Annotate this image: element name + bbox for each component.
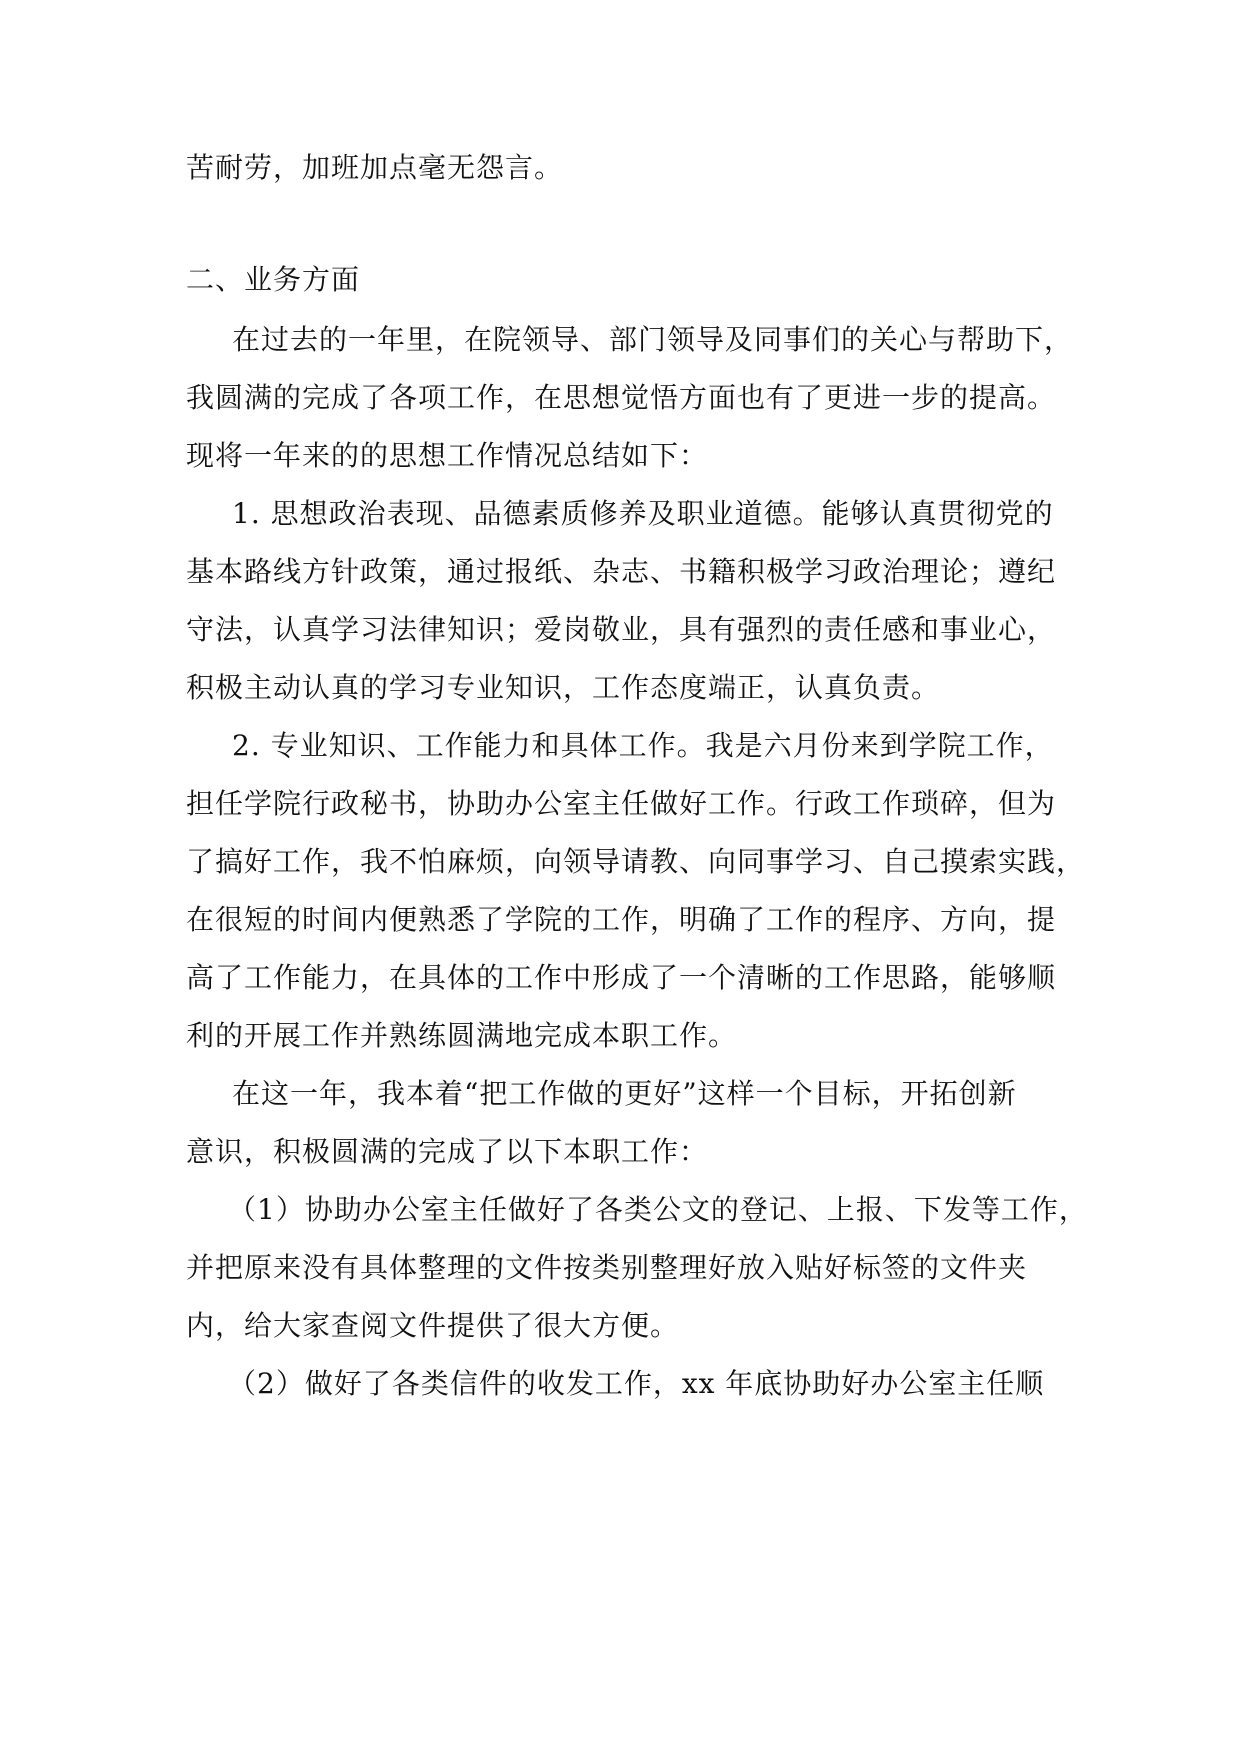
- text-line: 内，给大家查阅文件提供了很大方便。: [186, 1309, 680, 1342]
- text-line: 担任学院行政秘书，协助办公室主任做好工作。行政工作琐碎，但为: [186, 787, 1057, 820]
- list-item: 1. 思想政治表现、品德素质修养及职业道德。能够认真贯彻党的: [232, 497, 1054, 530]
- text-line: 并把原来没有具体整理的文件按类别整理好放入贴好标签的文件夹: [186, 1251, 1028, 1284]
- text-line: 在这一年，我本着“把工作做的更好”这样一个目标，开拓创新: [232, 1077, 1017, 1110]
- text-line: 守法，认真学习法律知识；爱岗敬业，具有强烈的责任感和事业心，: [186, 613, 1057, 646]
- text-line: 苦耐劳，加班加点毫无怨言。: [186, 151, 564, 184]
- list-item: 2. 专业知识、工作能力和具体工作。我是六月份来到学院工作，: [232, 729, 1054, 762]
- text-line: 我圆满的完成了各项工作，在思想觉悟方面也有了更进一步的提高。: [186, 381, 1057, 414]
- text-line: 现将一年来的的思想工作情况总结如下：: [186, 439, 709, 472]
- text-line: 积极主动认真的学习专业知识，工作态度端正，认真负责。: [186, 671, 941, 704]
- text-line: 基本路线方针政策，通过报纸、杂志、书籍积极学习政治理论；遵纪: [186, 555, 1057, 588]
- text-line: 在过去的一年里，在院领导、部门领导及同事们的关心与帮助下，: [232, 323, 1074, 356]
- text-line: 利的开展工作并熟练圆满地完成本职工作。: [186, 1019, 738, 1052]
- text-line: 意识，积极圆满的完成了以下本职工作：: [186, 1135, 709, 1168]
- text-line: 了搞好工作，我不怕麻烦，向领导请教、向同事学习、自己摸索实践，: [186, 845, 1086, 878]
- list-item: （1）协助办公室主任做好了各类公文的登记、上报、下发等工作，: [228, 1193, 1088, 1226]
- list-item: （2）做好了各类信件的收发工作，xx 年底协助好办公室主任顺: [228, 1367, 1045, 1400]
- section-heading: 二、业务方面: [186, 263, 361, 296]
- text-line: 在很短的时间内便熟悉了学院的工作，明确了工作的程序、方向，提: [186, 903, 1057, 936]
- text-line: 高了工作能力，在具体的工作中形成了一个清晰的工作思路，能够顺: [186, 961, 1057, 994]
